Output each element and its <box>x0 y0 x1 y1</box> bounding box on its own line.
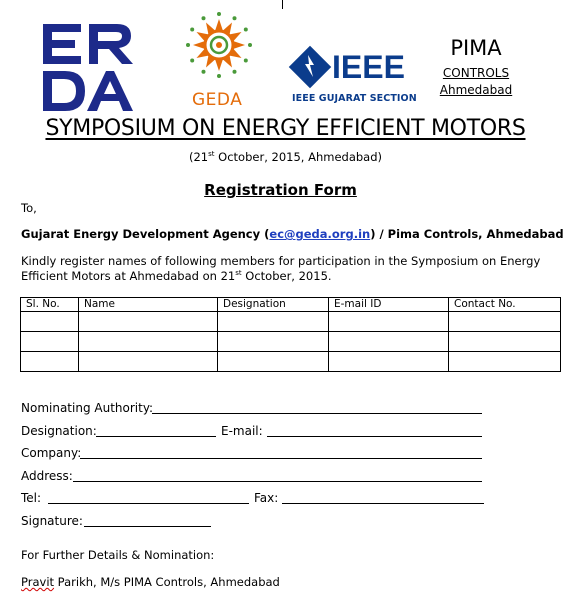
agency-line <box>21 227 564 241</box>
subtitle-suffix: October, 2015, Ahmedabad) <box>214 150 382 164</box>
table-header-row <box>21 298 561 312</box>
document-title-wrapper <box>0 116 571 141</box>
column-header-designation: Designation <box>218 298 329 312</box>
pima-title: PIMA <box>450 36 502 60</box>
erda-logo <box>43 24 133 112</box>
pima-city: Ahmedabad <box>439 83 513 97</box>
table-cell[interactable] <box>218 332 329 352</box>
column-header-contact: Contact No. <box>449 298 561 312</box>
table-cell[interactable] <box>79 332 218 352</box>
nominating-authority-field[interactable] <box>152 413 482 414</box>
table-cell[interactable] <box>79 352 218 372</box>
tel-field[interactable] <box>48 503 249 504</box>
table-row <box>21 312 561 332</box>
event-date-line <box>0 150 571 164</box>
contact-name-spellcheck: Pravit <box>21 575 55 589</box>
table-cell[interactable] <box>329 352 449 372</box>
request-line-2-suffix: October, 2015. <box>241 269 332 283</box>
geda-sun-icon <box>186 12 252 78</box>
signature-label: Signature: <box>21 514 83 528</box>
company-field[interactable] <box>80 458 482 459</box>
signature-field[interactable] <box>84 526 211 527</box>
pima-controls: CONTROLS <box>442 66 510 80</box>
ieee-logo <box>288 45 416 93</box>
tel-label: Tel: <box>21 491 42 505</box>
table-cell[interactable] <box>449 352 561 372</box>
document-title: SYMPOSIUM ON ENERGY EFFICIENT MOTORS <box>45 116 526 141</box>
address-label: Address: <box>21 469 73 483</box>
request-line-2 <box>21 269 332 283</box>
ieee-section-label: IEEE GUJARAT SECTION <box>292 93 417 104</box>
agency-email-link[interactable]: ec@geda.org.in <box>269 227 371 241</box>
column-header-name: Name <box>79 298 218 312</box>
table-cell[interactable] <box>329 312 449 332</box>
fax-field[interactable] <box>282 503 484 504</box>
table-cell[interactable] <box>329 332 449 352</box>
address-field[interactable] <box>73 481 482 482</box>
agency-prefix: Gujarat Energy Development Agency ( <box>21 227 270 241</box>
table-cell[interactable] <box>21 332 79 352</box>
table-cell[interactable] <box>449 332 561 352</box>
column-header-email: E-mail ID <box>329 298 449 312</box>
text-cursor <box>282 0 283 9</box>
table-cell[interactable] <box>21 312 79 332</box>
form-title: Registration Form <box>204 181 357 199</box>
contact-rest: Parikh, M/s PIMA Controls, Ahmedabad <box>54 575 280 589</box>
designation-label: Designation: <box>21 424 97 438</box>
table-row <box>21 332 561 352</box>
designation-field[interactable] <box>96 436 216 437</box>
company-label: Company: <box>21 446 82 460</box>
request-line-1: Kindly register names of following members for participation in the Symposium on Energy <box>21 254 541 268</box>
registration-table <box>20 297 561 372</box>
geda-wordmark: GEDA <box>192 90 243 110</box>
contact-line <box>21 575 280 589</box>
table-cell[interactable] <box>218 352 329 372</box>
agency-suffix: ) / Pima Controls, Ahmedabad <box>370 227 564 241</box>
table-cell[interactable] <box>449 312 561 332</box>
fax-label: Fax: <box>254 491 279 505</box>
column-header-sl-no: Sl. No. <box>21 298 79 312</box>
subtitle-prefix: (21 <box>188 150 209 164</box>
pima-logo-block <box>436 36 516 97</box>
ieee-wordmark: IEEE <box>332 49 405 85</box>
subtitle-sup: st <box>208 150 215 159</box>
table-cell[interactable] <box>21 352 79 372</box>
request-line-2-prefix: Efficient Motors at Ahmedabad on 21 <box>21 269 236 283</box>
email-field[interactable] <box>267 436 482 437</box>
table-row <box>21 352 561 372</box>
table-cell[interactable] <box>218 312 329 332</box>
table-cell[interactable] <box>79 312 218 332</box>
to-line: To, <box>21 201 37 215</box>
email-label: E-mail: <box>221 424 263 438</box>
nominating-authority-label: Nominating Authority: <box>21 401 154 415</box>
further-details-label: For Further Details & Nomination: <box>21 548 215 562</box>
request-line-2-sup: st <box>235 269 242 278</box>
